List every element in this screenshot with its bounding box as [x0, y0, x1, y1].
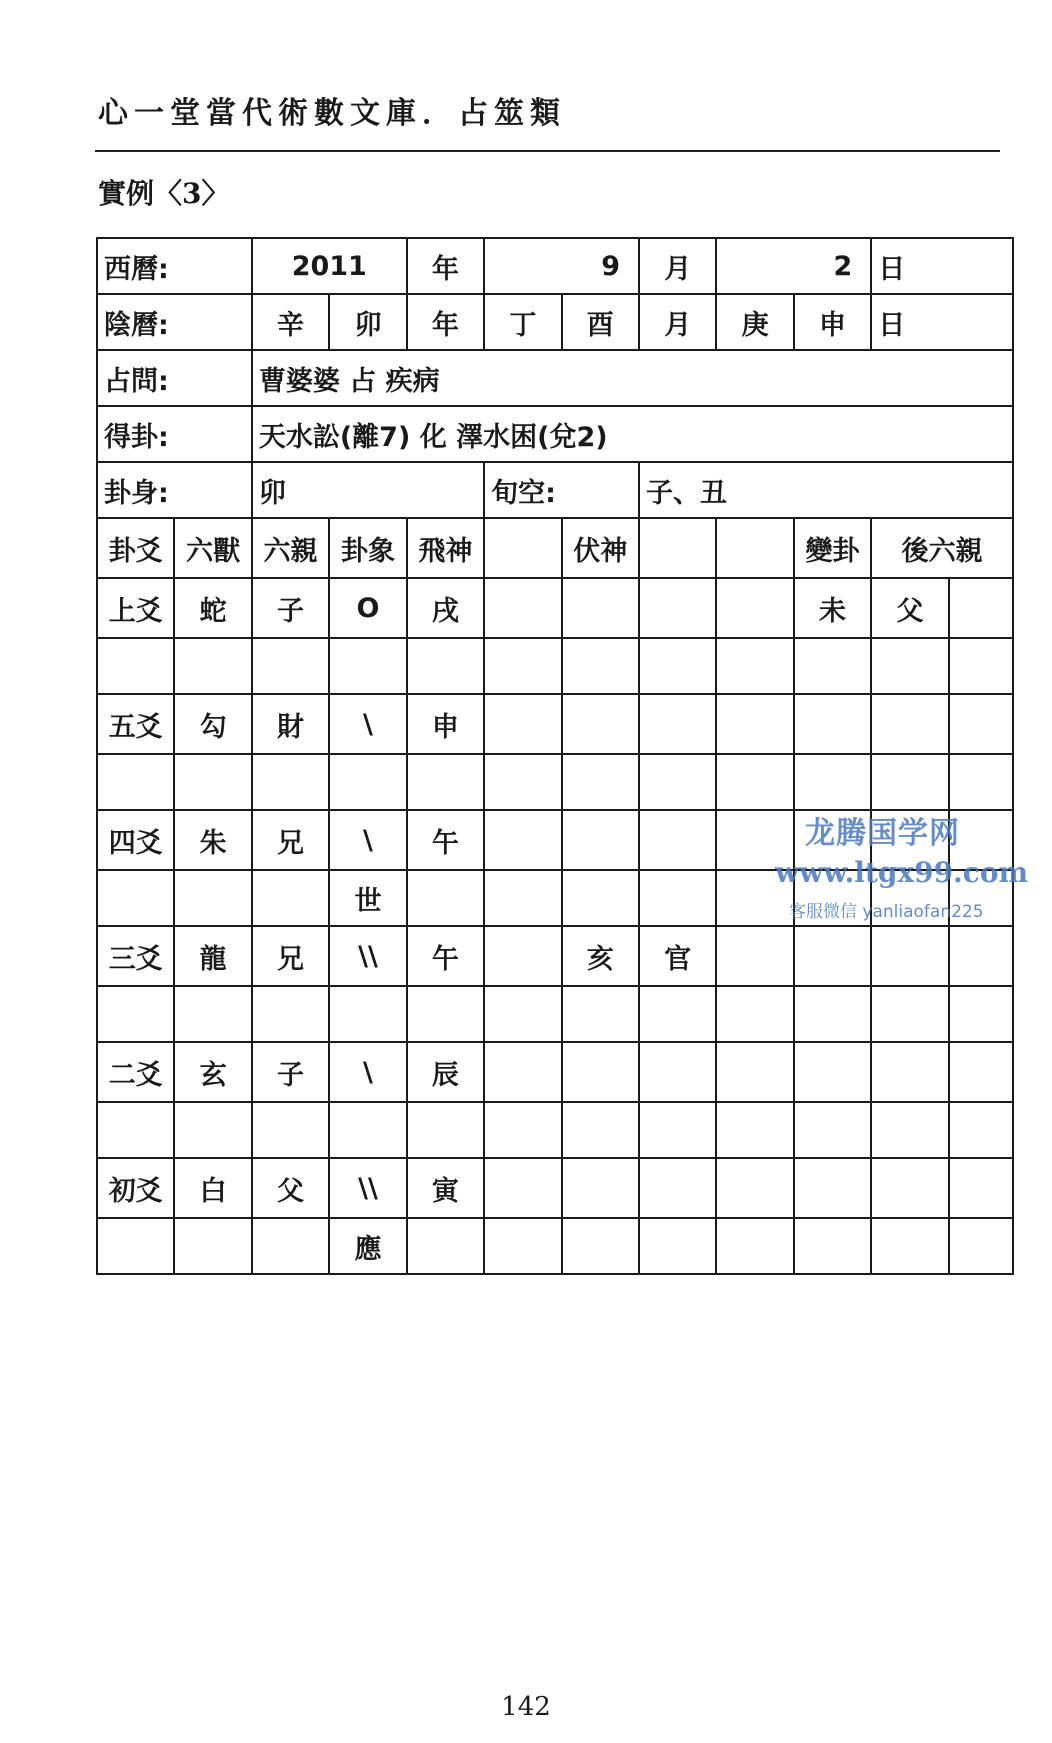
blank-cell — [174, 986, 251, 1042]
blank-cell — [484, 638, 561, 694]
blank-cell — [252, 1218, 329, 1274]
hidden-relative — [639, 810, 716, 870]
six-relative: 子 — [252, 1042, 329, 1102]
column-header — [484, 518, 561, 578]
column-header: 變卦 — [794, 518, 871, 578]
blank-cell — [562, 870, 639, 926]
blank-cell — [871, 1218, 948, 1274]
yao-line-row — [97, 578, 1013, 638]
hidden-spirit — [562, 1042, 639, 1102]
blank-cell — [871, 754, 948, 810]
hexagram-row — [97, 406, 1013, 462]
blank-cell — [484, 694, 561, 754]
lunar-year-stem: 辛 — [252, 294, 329, 350]
blank-cell — [716, 1158, 793, 1218]
blank-cell — [252, 870, 329, 926]
changed-branch — [794, 694, 871, 754]
flying-spirit: 戌 — [407, 578, 484, 638]
blank-cell — [562, 754, 639, 810]
hexagram-value: 天水訟(離7) 化 澤水困(兌2) — [252, 406, 1013, 462]
blank-cell — [794, 1102, 871, 1158]
blank-cell — [716, 986, 793, 1042]
blank-cell — [407, 986, 484, 1042]
blank-cell — [484, 1042, 561, 1102]
blank-cell — [716, 1102, 793, 1158]
hidden-spirit — [562, 578, 639, 638]
blank-cell — [794, 754, 871, 810]
yao-sub-row — [97, 986, 1013, 1042]
yao-line-row — [97, 694, 1013, 754]
blank-cell — [484, 810, 561, 870]
after-relative — [871, 926, 948, 986]
blank-cell — [252, 638, 329, 694]
blank-cell — [407, 870, 484, 926]
yao-line-row — [97, 1158, 1013, 1218]
blank-cell — [639, 754, 716, 810]
after-relative — [871, 1158, 948, 1218]
world-response-marker — [329, 754, 406, 810]
gua-shen-value: 卯 — [252, 462, 484, 518]
blank-cell — [97, 754, 174, 810]
hidden-relative: 官 — [639, 926, 716, 986]
flying-spirit: 午 — [407, 810, 484, 870]
page-number: 142 — [501, 1692, 551, 1722]
six-beast: 朱 — [174, 810, 251, 870]
blank-cell — [174, 1218, 251, 1274]
blank-cell — [949, 578, 1013, 638]
blank-cell — [562, 638, 639, 694]
yao-position: 五爻 — [97, 694, 174, 754]
changed-branch — [794, 1158, 871, 1218]
blank-cell — [949, 694, 1013, 754]
yao-position: 初爻 — [97, 1158, 174, 1218]
blank-cell — [484, 986, 561, 1042]
gregorian-label: 西曆: — [97, 238, 252, 294]
column-header: 卦象 — [329, 518, 406, 578]
divination-chart-table — [96, 237, 1014, 1275]
gregorian-year: 2011 — [252, 238, 407, 294]
flying-spirit: 午 — [407, 926, 484, 986]
watermark-contact: 客服微信 yanliaofan225 — [789, 902, 984, 922]
world-response-marker — [329, 638, 406, 694]
header-divider — [95, 150, 1000, 152]
yao-sub-row — [97, 1218, 1013, 1274]
blank-cell — [639, 870, 716, 926]
yao-line-row — [97, 926, 1013, 986]
six-beast: 玄 — [174, 1042, 251, 1102]
gregorian-month: 9 — [484, 238, 639, 294]
blank-cell — [794, 986, 871, 1042]
blank-cell — [174, 754, 251, 810]
hidden-relative — [639, 694, 716, 754]
flying-spirit: 申 — [407, 694, 484, 754]
six-relative: 財 — [252, 694, 329, 754]
lunar-label: 陰曆: — [97, 294, 252, 350]
blank-cell — [716, 926, 793, 986]
blank-cell — [174, 870, 251, 926]
line-symbol: \ — [329, 1042, 406, 1102]
blank-cell — [407, 1218, 484, 1274]
after-relative — [871, 694, 948, 754]
line-symbol: \ — [329, 694, 406, 754]
question-label: 占問: — [97, 350, 252, 406]
line-symbol: \ — [329, 810, 406, 870]
lunar-year-unit: 年 — [407, 294, 484, 350]
blank-cell — [716, 1042, 793, 1102]
gua-shen-row — [97, 462, 1013, 518]
column-header: 六獸 — [174, 518, 251, 578]
column-header: 伏神 — [562, 518, 639, 578]
hidden-relative — [639, 578, 716, 638]
blank-cell — [252, 986, 329, 1042]
column-header: 飛神 — [407, 518, 484, 578]
after-relative — [871, 1042, 948, 1102]
column-header: 六親 — [252, 518, 329, 578]
blank-cell — [484, 1158, 561, 1218]
gregorian-year-unit: 年 — [407, 238, 484, 294]
example-label: 實例〈3〉 — [98, 177, 230, 210]
line-symbol: \\ — [329, 926, 406, 986]
hidden-spirit: 亥 — [562, 926, 639, 986]
blank-cell — [407, 1102, 484, 1158]
blank-cell — [949, 926, 1013, 986]
line-symbol: \\ — [329, 1158, 406, 1218]
blank-cell — [97, 986, 174, 1042]
blank-cell — [562, 986, 639, 1042]
yao-position: 三爻 — [97, 926, 174, 986]
lunar-date-row — [97, 294, 1013, 350]
column-header — [716, 518, 793, 578]
blank-cell — [484, 578, 561, 638]
blank-cell — [639, 986, 716, 1042]
yao-sub-row — [97, 638, 1013, 694]
question-value: 曹婆婆 占 疾病 — [252, 350, 1013, 406]
gregorian-day-unit: 日 — [871, 238, 1013, 294]
blank-cell — [716, 694, 793, 754]
blank-cell — [97, 870, 174, 926]
blank-cell — [949, 986, 1013, 1042]
blank-cell — [97, 638, 174, 694]
gregorian-month-unit: 月 — [639, 238, 716, 294]
flying-spirit: 寅 — [407, 1158, 484, 1218]
blank-cell — [252, 754, 329, 810]
blank-cell — [407, 638, 484, 694]
blank-cell — [484, 870, 561, 926]
blank-cell — [97, 1218, 174, 1274]
line-symbol: O — [329, 578, 406, 638]
watermark-url: www.ltgx99.com — [775, 856, 1029, 889]
yao-sub-row — [97, 754, 1013, 810]
blank-cell — [174, 638, 251, 694]
blank-cell — [949, 1102, 1013, 1158]
blank-cell — [949, 754, 1013, 810]
world-response-marker — [329, 986, 406, 1042]
lunar-day-stem: 庚 — [716, 294, 793, 350]
watermark-title: 龙腾国学网 — [805, 816, 960, 851]
world-response-marker: 應 — [329, 1218, 406, 1274]
blank-cell — [484, 754, 561, 810]
blank-cell — [716, 638, 793, 694]
blank-cell — [484, 926, 561, 986]
six-beast: 勾 — [174, 694, 251, 754]
six-relative: 兄 — [252, 810, 329, 870]
blank-cell — [716, 578, 793, 638]
blank-cell — [794, 638, 871, 694]
blank-cell — [639, 1218, 716, 1274]
blank-cell — [97, 1102, 174, 1158]
six-relative: 父 — [252, 1158, 329, 1218]
lunar-year-branch: 卯 — [329, 294, 406, 350]
column-header — [639, 518, 716, 578]
lunar-day-branch: 申 — [794, 294, 871, 350]
blank-cell — [949, 1042, 1013, 1102]
hidden-relative — [639, 1158, 716, 1218]
six-beast: 龍 — [174, 926, 251, 986]
lunar-month-stem: 丁 — [484, 294, 561, 350]
blank-cell — [716, 1218, 793, 1274]
six-relative: 兄 — [252, 926, 329, 986]
blank-cell — [949, 1218, 1013, 1274]
blank-cell — [949, 638, 1013, 694]
blank-cell — [562, 1218, 639, 1274]
blank-cell — [871, 1102, 948, 1158]
world-response-marker: 世 — [329, 870, 406, 926]
blank-cell — [407, 754, 484, 810]
blank-cell — [639, 1102, 716, 1158]
blank-cell — [639, 638, 716, 694]
six-relative: 子 — [252, 578, 329, 638]
yao-position: 二爻 — [97, 1042, 174, 1102]
hidden-spirit — [562, 810, 639, 870]
blank-cell — [871, 638, 948, 694]
blank-cell — [484, 1218, 561, 1274]
blank-cell — [174, 1102, 251, 1158]
changed-branch — [794, 1042, 871, 1102]
yao-position: 四爻 — [97, 810, 174, 870]
book-series-title: 心一堂當代術數文庫．占筮類 — [98, 96, 566, 131]
flying-spirit: 辰 — [407, 1042, 484, 1102]
blank-cell — [484, 1102, 561, 1158]
xun-kong-label: 旬空: — [484, 462, 639, 518]
six-beast: 蛇 — [174, 578, 251, 638]
lunar-day-unit: 日 — [871, 294, 1013, 350]
question-row — [97, 350, 1013, 406]
blank-cell — [949, 1158, 1013, 1218]
column-header: 卦爻 — [97, 518, 174, 578]
blank-cell — [794, 1218, 871, 1274]
blank-cell — [252, 1102, 329, 1158]
site-watermark — [775, 808, 1045, 922]
xun-kong-value: 子、丑 — [639, 462, 1013, 518]
yao-position: 上爻 — [97, 578, 174, 638]
hidden-spirit — [562, 694, 639, 754]
gregorian-day: 2 — [716, 238, 871, 294]
changed-branch — [794, 926, 871, 986]
yao-sub-row — [97, 1102, 1013, 1158]
lunar-month-branch: 酉 — [562, 294, 639, 350]
hidden-relative — [639, 1042, 716, 1102]
gregorian-date-row — [97, 238, 1013, 294]
blank-cell — [716, 754, 793, 810]
blank-cell — [871, 986, 948, 1042]
lunar-month-unit: 月 — [639, 294, 716, 350]
world-response-marker — [329, 1102, 406, 1158]
gua-shen-label: 卦身: — [97, 462, 252, 518]
yao-lines-body — [97, 578, 1013, 1274]
hexagram-label: 得卦: — [97, 406, 252, 462]
six-beast: 白 — [174, 1158, 251, 1218]
column-header: 後六親 — [871, 518, 1013, 578]
hidden-spirit — [562, 1158, 639, 1218]
after-relative: 父 — [871, 578, 948, 638]
changed-branch: 未 — [794, 578, 871, 638]
blank-cell — [562, 1102, 639, 1158]
yao-line-row — [97, 1042, 1013, 1102]
column-header-row — [97, 518, 1013, 578]
